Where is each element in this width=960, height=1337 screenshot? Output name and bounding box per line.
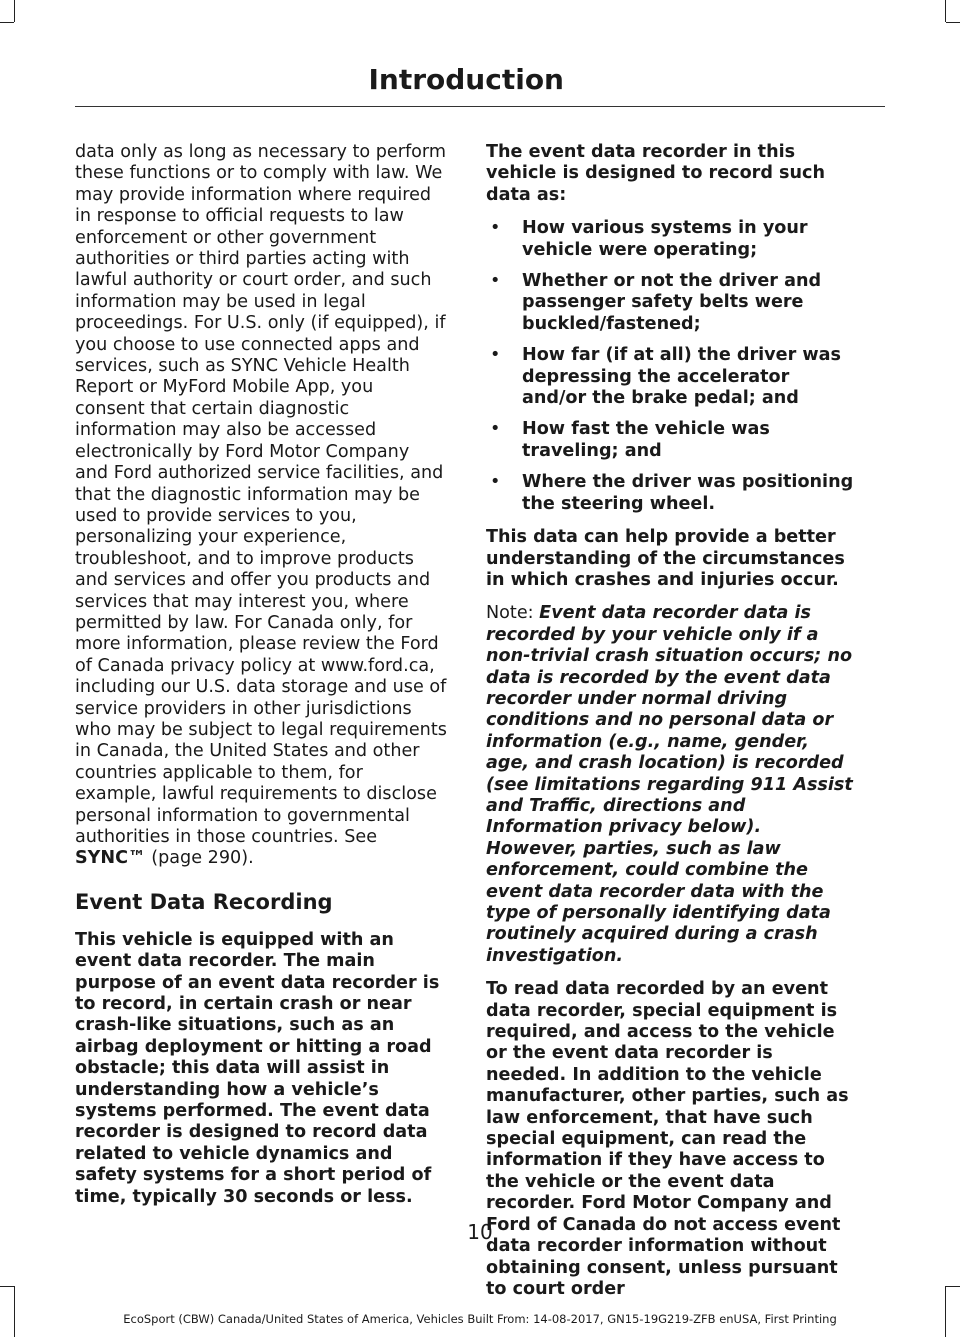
paragraph-data-helps: This data can help provide a better understanding of the circumstances in which crashes and injuries occur.	[486, 527, 845, 590]
right-column	[486, 142, 858, 1312]
crop-mark-top-left-h	[0, 22, 14, 23]
paragraph-data-retention: data only as long as necessary to perform these functions or to comply with law. We may provide information where required in response to official requests to law enforcement or other government authorities or third parties acting with lawful authority or court order, and such information may be used in legal proceedings. For U.S. only (if equipped), if you choose to use connected apps and services, such as SYNC Vehicle Health Report or MyFord Mobile App, you consent that certain diagnostic information may also be accessed electronically by Ford Motor Company and Ford authorized service facilities, and that the diagnostic information may be used to provide services to you, personalizing your experience, troubleshoot, and to improve products and services and offer you products and services that may interest you, where permitted by law. For Canada only, for more information, please review the Ford of Canada privacy policy at www.ford.ca, including our U.S. data storage and use of service providers in other jurisdictions who may be subject to legal requirements in Canada, the United States and other countries applicable to them, for example, lawful requirements to disclose personal information to governmental authorities in those countries. See SYNC™ (page 290).	[75, 142, 447, 869]
bullet-icon: •	[490, 419, 501, 440]
bullet-icon: •	[490, 472, 501, 493]
list-item: • Where the driver was positioning the steering wheel.	[490, 472, 854, 514]
recorded-data-list	[486, 218, 858, 515]
note-text: Event data recorder data is recorded by your vehicle only if a non-trivial crash situation occurs; no data is recorded by the event data recorder under normal driving conditions and no personal data or information (e.g., name, gender, age, and crash location) is recorded (see limitations regarding 911 Assist and Traffic, directions and Information privacy below). However, parties, such as law enforcement, could combine the event data recorder data with the type of personally identifying data routinely acquired during a crash investigation.	[486, 603, 853, 966]
paragraph-event-data-recorder: This vehicle is equipped with an event data recorder. The main purpose of an event data recorder is to record, in certain crash or near crash-like situations, such as an airbag deployment or hitting a road obstacle; this data will assist in understanding how a vehicle’s systems performed. The event data recorder is designed to record data related to vehicle dynamics and safety systems for a short period of time, typically 30 seconds or less.	[75, 929, 440, 1207]
note-block	[486, 603, 858, 967]
crop-mark-top-right	[945, 0, 946, 22]
header-divider	[75, 106, 885, 107]
paragraph-recorded-data-intro: The event data recorder in this vehicle is designed to record such data as:	[486, 142, 825, 205]
paragraph-reading-data: To read data recorded by an event data recorder, special equipment is required, and access to the vehicle or the event data recorder is needed. In addition to the vehicle manufacturer, other parties, such as law enforcement, that have such special equipment, can read the information if they have access to the vehicle or the event data recorder. Ford Motor Company and Ford of Canada do not access event data recorder information without obtaining consent, unless pursuant to court order	[486, 979, 849, 1299]
crop-mark-bottom-right-h	[946, 1286, 960, 1287]
list-item: • How various systems in your vehicle were operating;	[490, 218, 808, 260]
heading-event-data-recording: Event Data Recording	[75, 889, 333, 914]
bullet-icon: •	[490, 345, 501, 366]
bullet-icon: •	[490, 218, 501, 239]
sync-cross-reference[interactable]: SYNC™	[75, 848, 146, 869]
crop-mark-top-right-h	[946, 22, 960, 23]
list-item: • Whether or not the driver and passenger safety belts were buckled/fastened;	[490, 271, 822, 334]
bullet-icon: •	[490, 271, 501, 292]
list-item: • How fast the vehicle was traveling; and	[490, 419, 770, 461]
crop-mark-bottom-left-h	[0, 1286, 14, 1287]
section-title: Introduction	[368, 63, 564, 96]
list-item: • How far (if at all) the driver was depressing the accelerator and/or the brake pedal; and	[490, 345, 841, 409]
crop-mark-top-left	[14, 0, 15, 22]
page-number: 10	[467, 1220, 493, 1244]
note-label: Note:	[486, 603, 540, 624]
footer-text: EcoSport (CBW) Canada/United States of America, Vehicles Built From: 14-08-2017, GN15-19G219-ZFB enUSA, First Printing	[123, 1312, 837, 1326]
left-column	[75, 142, 447, 1220]
